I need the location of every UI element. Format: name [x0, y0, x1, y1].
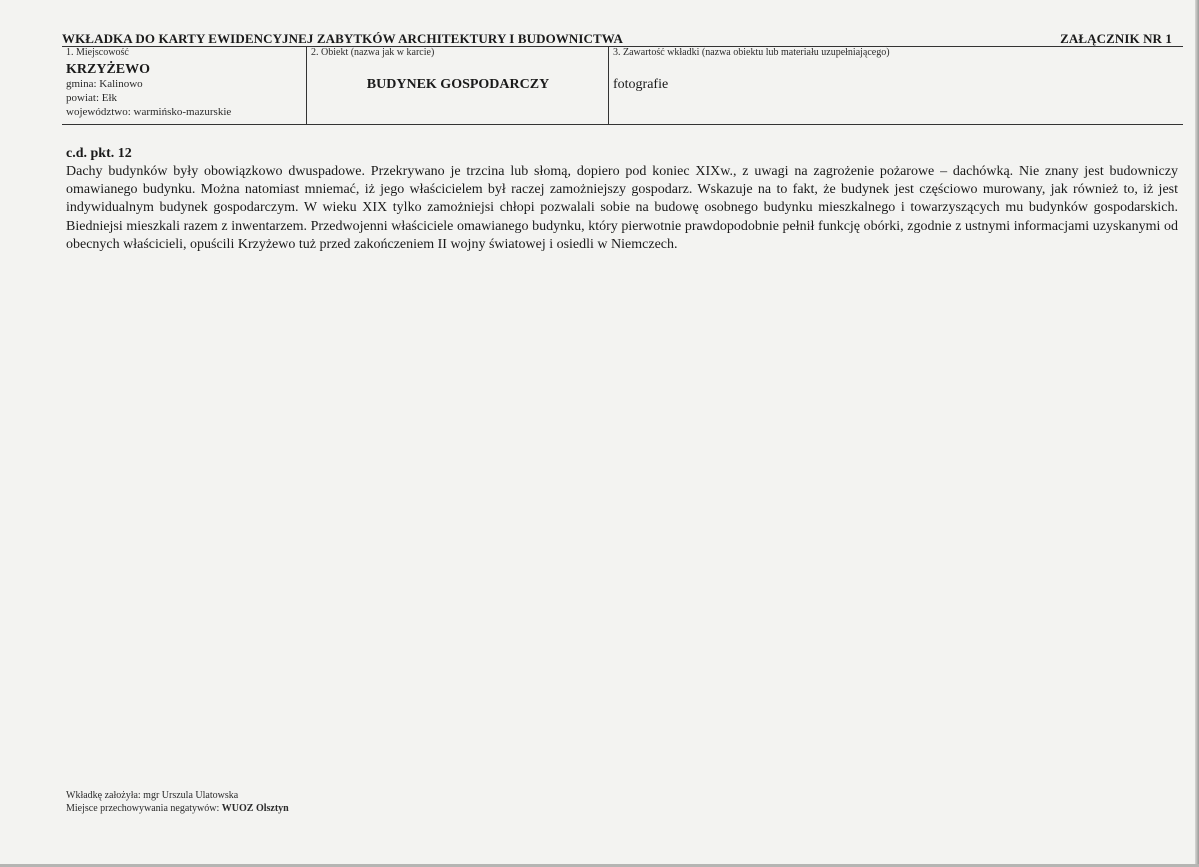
locality-caption: 1. Miejscowość — [66, 47, 129, 58]
footer-storage-label: Miejsce przechowywania negatywów: — [66, 803, 220, 814]
table-divider-2 — [608, 46, 609, 124]
locality-gmina: gmina: Kalinowo — [66, 78, 143, 90]
footer-storage — [66, 802, 289, 815]
object-name: BUDYNEK GOSPODARCZY — [366, 77, 550, 92]
object-cell — [311, 47, 605, 92]
section-body: Dachy budynków były obowiązkowo dwuspadowe. Przekrywano je trzcina lub słomą, dopiero pod koniec XIXw., z uwagi na zagrożenie pożarowe – dachówką. Nie znany jest budowniczy omawianego budynku. Można natomiast mniemać, iż jego właścicielem był raczej zamożniejszy gospodarz. Wskazuje na to fakt, że budynek jest częściowo murowany, jak również to, iż jest indywidualnym budynek gospodarczym. W wieku XIX tylko zamożniejsi chłopi pozwalali sobie na budowę osobnego budynku mieszkalnego i towarzyszących mu budynków gospodarskich. Biedniejsi mieszkali razem z inwentarzem. Przedwojenni właściciele omawianego budynku, który pierwotnie prawdopodobnie pełnił funkcję obórki, zgodnie z ustnymi informacjami uzyskanymi od obecnych właścicieli, opuścili Krzyżewo tuż przed zakończeniem II wojny światowej i osiedli w Niemczech. — [66, 164, 1178, 252]
footer-author: Wkładkę założyła: mgr Urszula Ulatowska — [66, 790, 239, 801]
document-footer — [66, 789, 289, 815]
section-heading: c.d. pkt. 12 — [66, 146, 132, 161]
footer-storage-value: WUOZ Olsztyn — [221, 803, 289, 814]
scan-edge-right — [1195, 0, 1199, 867]
annex-number: ZAŁĄCZNIK NR 1 — [1060, 31, 1172, 46]
locality-powiat: powiat: Ełk — [66, 92, 118, 104]
locality-name: KRZYŻEWO — [66, 62, 151, 77]
contents-caption: 3. Zawartość wkładki (nazwa obiektu lub materiału uzupełniającego) — [613, 47, 890, 58]
continuation-section — [66, 145, 1178, 254]
locality-cell — [66, 47, 304, 119]
contents-cell — [613, 47, 1173, 92]
locality-wojewodztwo: województwo: warmińsko-mazurskie — [66, 106, 232, 118]
table-bottom-rule — [62, 124, 1183, 125]
document-title: WKŁADKA DO KARTY EWIDENCYJNEJ ZABYTKÓW ARCHITEKTURY I BUDOWNICTWA — [62, 31, 623, 46]
table-divider-1 — [306, 46, 307, 124]
contents-value: fotografie — [613, 77, 669, 92]
document-header — [62, 31, 1172, 47]
object-caption: 2. Obiekt (nazwa jak w karcie) — [311, 47, 435, 58]
